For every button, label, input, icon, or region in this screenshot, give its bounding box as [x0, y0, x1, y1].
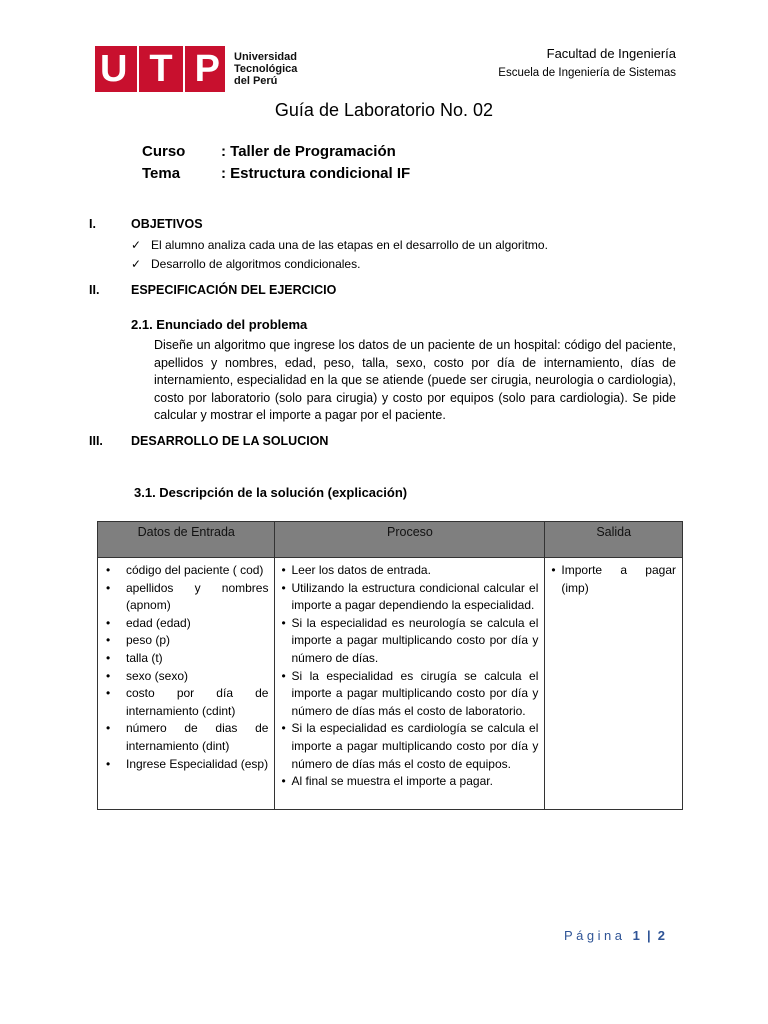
output-cell	[545, 558, 683, 810]
list-item: • Utilizando la estructura condicional calcular el importe a pagar dependiendo la especialidad.	[281, 580, 538, 615]
list-item: • apellidos y nombres (apnom)	[104, 580, 268, 615]
course-line	[142, 142, 396, 162]
topic-label: Tema	[142, 165, 181, 182]
problem-statement-text: Diseñe un algoritmo que ingrese los datos de un paciente de un hospital: código del paciente, apellidos y nombres, edad, peso, talla, sexo, costo por día de internamiento, días de internamiento, especialidad en la que se atiende (puede ser cirugia, neurologia o cardiologia), costo por laboratorio (solo para cirugia) y costo por equipos (solo para cardiologia). Se pide calcular y mostrar el importe a pagar por el paciente.	[154, 338, 676, 422]
checkmark-icon: ✓	[131, 238, 142, 252]
page-separator: |	[646, 928, 651, 943]
utp-logo	[95, 46, 297, 92]
list-item: • Importe a pagar (imp)	[551, 562, 676, 597]
faculty-name: Facultad de Ingeniería	[546, 46, 676, 61]
list-item: • Ingrese Especialidad (esp)	[104, 756, 268, 774]
course-label: Curso	[142, 143, 186, 160]
page-total: 2	[657, 928, 665, 943]
checkmark-icon: ✓	[131, 257, 142, 271]
list-item: • código del paciente ( cod)	[104, 562, 268, 580]
header-process: Proceso	[275, 522, 545, 558]
inputs-cell	[98, 558, 275, 810]
problem-statement-heading: 2.1. Enunciado del problema	[131, 317, 308, 332]
objective-item: ✓ El alumno analiza cada una de las etapas en el desarrollo de un algoritmo.	[131, 238, 548, 252]
logo-letter-u: U	[99, 48, 128, 90]
process-cell	[275, 558, 545, 810]
page-footer	[564, 927, 665, 945]
header-output: Salida	[545, 522, 683, 558]
list-item: • Si la especialidad es cirugía se calcula el importe a pagar multiplicando costo por día y número de días más el costo de laboratorio.	[281, 668, 538, 721]
list-item: • Al final se muestra el importe a pagar.	[281, 773, 538, 791]
logo-letter-t: T	[149, 48, 173, 90]
topic-line	[142, 164, 410, 184]
output-list	[551, 562, 676, 597]
process-list	[281, 562, 538, 791]
header-institution	[498, 46, 676, 81]
list-item: • costo por día de internamiento (cdint)	[104, 685, 268, 720]
objective-item: ✓ Desarrollo de algoritmos condicionales.	[131, 257, 361, 271]
list-item: • peso (p)	[104, 632, 268, 650]
list-item: • Si la especialidad es cardiología se calcula el importe a pagar multiplicando costo por día y número de días más el costo de equipos.	[281, 720, 538, 773]
list-item: • número de dias de internamiento (dint)	[104, 720, 268, 755]
list-item: • Si la especialidad es neurología se calcula el importe a pagar multiplicando costo por día y número de días.	[281, 615, 538, 668]
document-title: Guía de Laboratorio No. 02	[274, 100, 494, 120]
logo-letter-p: P	[194, 48, 220, 90]
list-item: • talla (t)	[104, 650, 268, 668]
page-label: Página	[564, 928, 626, 943]
topic-value: : Estructura condicional IF	[221, 165, 411, 182]
solution-description-heading: 3.1. Descripción de la solución (explicación)	[134, 485, 408, 500]
list-item: • Leer los datos de entrada.	[281, 562, 538, 580]
logo-mark	[95, 46, 225, 92]
table-header-row	[98, 522, 683, 558]
logo-wordmark: Universidad Tecnológica del Perú	[234, 51, 298, 87]
header-inputs: Datos de Entrada	[98, 522, 275, 558]
list-item: • sexo (sexo)	[104, 668, 268, 686]
list-item: • edad (edad)	[104, 615, 268, 633]
course-value: : Taller de Programación	[221, 143, 396, 160]
page-number: 1	[632, 928, 640, 943]
school-name: Escuela de Ingeniería de Sistemas	[498, 67, 676, 79]
table-row	[98, 558, 683, 810]
inputs-list	[104, 562, 268, 773]
solution-table	[97, 521, 683, 810]
